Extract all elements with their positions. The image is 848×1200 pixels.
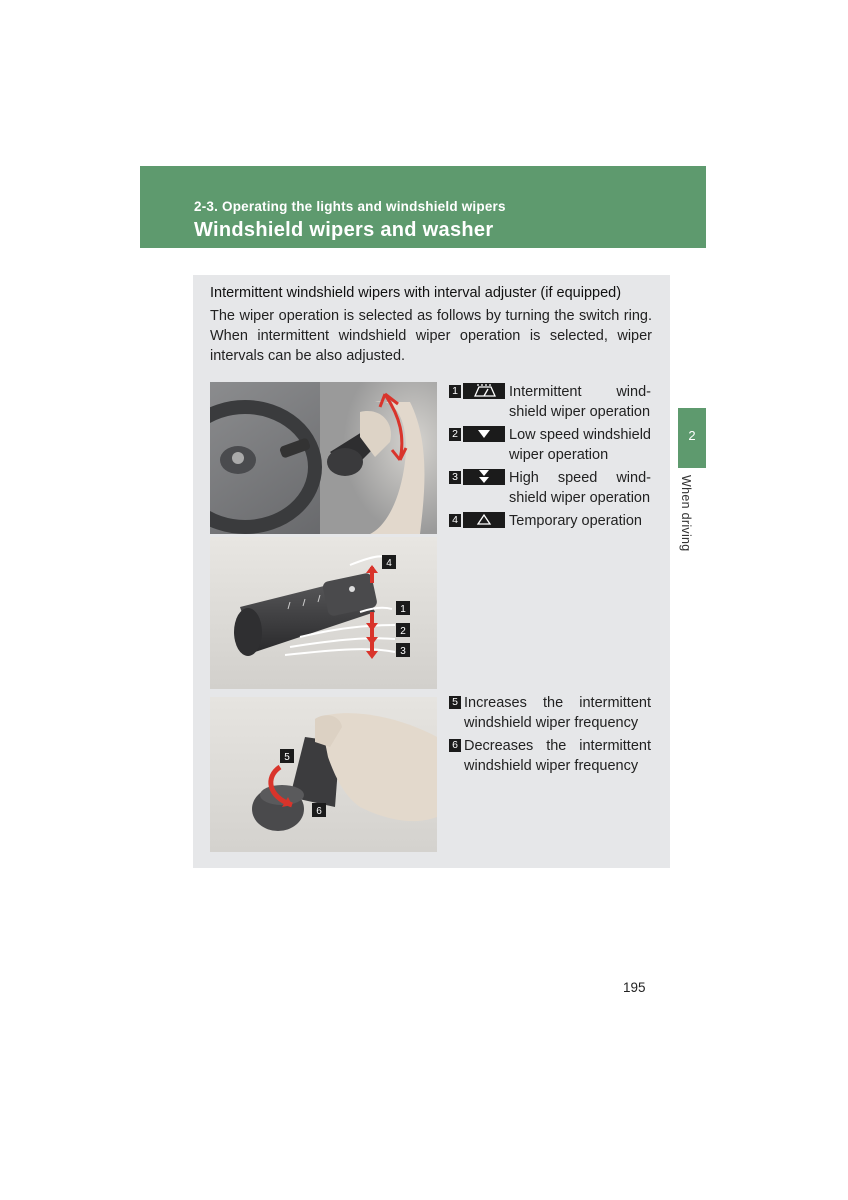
page-title: Windshield wipers and washer [194, 219, 494, 241]
legend-text: shield wiper operation [509, 404, 651, 420]
svg-text:6: 6 [316, 806, 322, 817]
low-speed-icon [463, 426, 505, 442]
svg-text:3: 3 [400, 646, 406, 657]
intro-paragraph: The wiper operation is selected as follows by turning the switch ring. When intermittent windshield wiper operation is selected, wiper intervals can be also adjusted. [210, 308, 652, 364]
legend-number: 4 [449, 514, 461, 527]
content-box [193, 275, 670, 868]
legend-text: windshield wiper frequency [464, 758, 639, 774]
legend-number: 1 [449, 385, 461, 398]
legend-text: Low speed windshield [509, 427, 651, 443]
svg-text:5: 5 [284, 752, 290, 763]
header-band [140, 166, 706, 248]
legend-text: wiper operation [509, 447, 609, 463]
legend-text: Temporary operation [509, 513, 642, 529]
section-label: 2-3. Operating the lights and windshield wipers [194, 199, 506, 214]
legend-item-2 [449, 425, 651, 465]
legend-item-1 [449, 382, 651, 422]
photo-steering-wheel [210, 382, 437, 534]
legend-number: 6 [449, 739, 461, 752]
photo-wiper-stalk [210, 537, 437, 689]
box-heading: Intermittent windshield wipers with interval adjuster (if equipped) [210, 285, 622, 301]
legend-number: 3 [449, 471, 461, 484]
photo-interval-ring [210, 697, 437, 852]
intermittent-wiper-icon [463, 383, 505, 399]
svg-text:4: 4 [386, 558, 392, 569]
legend-item-4 [449, 511, 651, 531]
legend-interval-adjust [449, 693, 651, 779]
svg-text:2: 2 [400, 626, 406, 637]
legend-item-3 [449, 468, 651, 508]
chapter-tab[interactable] [678, 408, 706, 468]
legend-text: Intermittent wind- [509, 384, 651, 400]
legend-text: Increases the intermittent [464, 695, 651, 711]
legend-number: 2 [449, 428, 461, 441]
legend-text: Decreases the intermittent [464, 738, 651, 754]
chapter-tab-label: When driving [679, 475, 693, 552]
legend-text: windshield wiper frequency [464, 715, 639, 731]
page-number: 195 [623, 980, 646, 995]
legend-item-6 [449, 736, 651, 776]
legend-item-5 [449, 693, 651, 733]
chapter-tab-number: 2 [688, 428, 696, 443]
legend-wiper-modes [449, 382, 651, 534]
temporary-icon [463, 512, 505, 528]
high-speed-icon [463, 469, 505, 485]
legend-number: 5 [449, 696, 461, 709]
legend-text: shield wiper operation [509, 490, 651, 506]
legend-text: High speed wind- [509, 470, 651, 486]
svg-text:1: 1 [400, 604, 406, 615]
